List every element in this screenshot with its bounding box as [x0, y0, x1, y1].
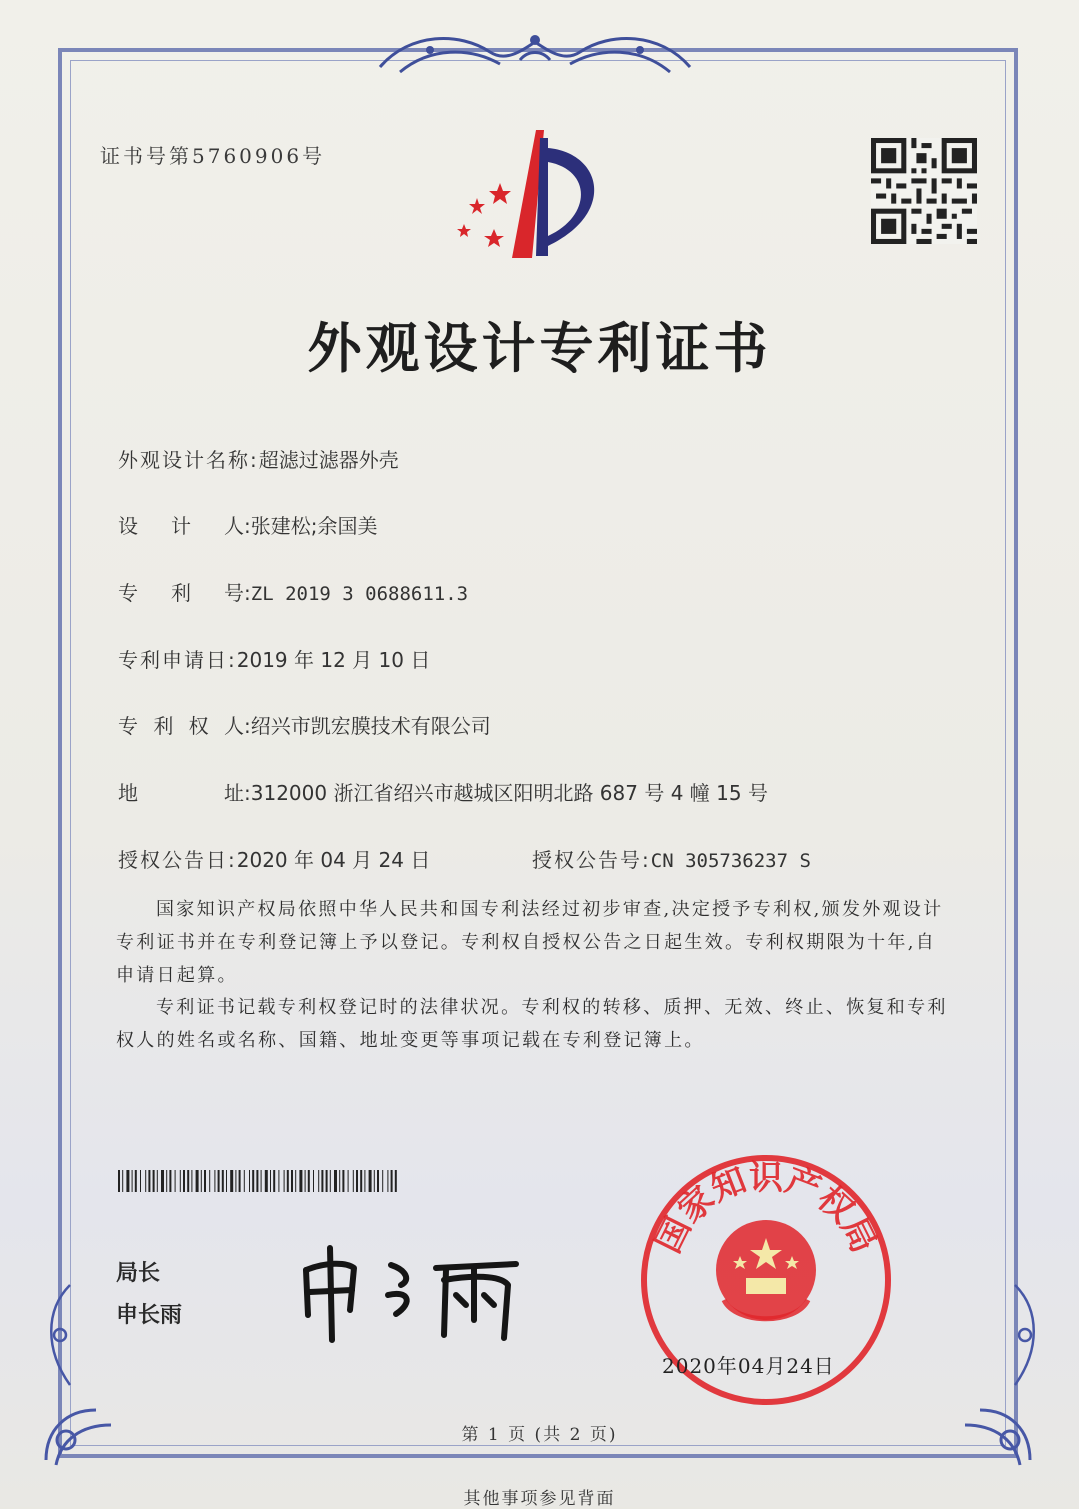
- field-patent-number: [118, 577, 468, 606]
- director-title: 局长: [116, 1261, 161, 1286]
- field-address: [118, 777, 768, 806]
- barcode-bar: [157, 1170, 158, 1192]
- field-value: 绍兴市凯宏膜技术有限公司: [250, 714, 491, 738]
- barcode-bar: [140, 1170, 141, 1192]
- barcode-bar: [265, 1170, 268, 1192]
- field-label: 授权公告日:: [118, 848, 237, 872]
- field-value: CN 305736237 S: [650, 850, 811, 872]
- barcode-bar: [256, 1170, 258, 1192]
- certificate-title: 外观设计专利证书: [307, 317, 772, 380]
- statement-paragraph-2: 专利证书记载专利权登记时的法律状况。专利权的转移、质押、无效、终止、恢复和专利权人的姓名或名称、国籍、地址变更等事项记载在专利登记簿上。: [116, 997, 948, 1051]
- barcode-bar: [273, 1170, 275, 1192]
- barcode-bar: [295, 1170, 296, 1192]
- qr-code: [870, 138, 978, 244]
- left-scroll-ornament: [40, 1280, 80, 1390]
- label-colon: :: [244, 714, 251, 738]
- field-label: [118, 510, 244, 539]
- barcode-bar: [175, 1170, 176, 1192]
- field-patentee: [118, 710, 491, 739]
- barcode-bar: [299, 1170, 302, 1192]
- barcode-bar: [339, 1170, 340, 1192]
- director-name: 申长雨: [116, 1303, 183, 1328]
- barcode: [118, 1170, 398, 1192]
- barcode-bar: [382, 1170, 383, 1192]
- field-grant-date: [118, 844, 430, 873]
- field-designer: [118, 510, 378, 539]
- barcode-bar: [334, 1170, 337, 1192]
- statement-paragraph-1: 国家知识产权局依照中华人民共和国专利法经过初步审查,决定授予专利权,颁发外观设计专利证书并在专利登记簿上予以登记。专利权自授权公告之日起生效。专利权期限为十年,自申请日起算。: [116, 899, 944, 986]
- barcode-bar: [239, 1170, 241, 1192]
- barcode-bar: [218, 1170, 220, 1192]
- barcode-bar: [222, 1170, 224, 1192]
- certificate-number: 证书号第5760906号: [100, 144, 326, 168]
- right-scroll-ornament: [1005, 1280, 1045, 1390]
- label-char: 号: [224, 581, 244, 605]
- barcode-bar: [287, 1170, 289, 1192]
- barcode-bar: [214, 1170, 215, 1192]
- field-label: [118, 777, 244, 806]
- barcode-bar: [235, 1170, 236, 1192]
- barcode-bar: [148, 1170, 150, 1192]
- field-label: 外观设计名称:: [118, 448, 259, 472]
- label-char: 利: [153, 714, 174, 738]
- field-value: 2019 年 12 月 10 日: [236, 648, 431, 672]
- barcode-bar: [166, 1170, 167, 1192]
- barcode-bar: [180, 1170, 181, 1192]
- barcode-bar: [308, 1170, 310, 1192]
- barcode-bar: [348, 1170, 349, 1192]
- label-char: 权: [188, 714, 209, 738]
- label-colon: :: [244, 781, 251, 805]
- cnipa-logo-icon: [452, 128, 622, 263]
- barcode-bar: [330, 1170, 331, 1192]
- barcode-bar: [356, 1170, 358, 1192]
- top-ornament: [370, 22, 700, 82]
- barcode-bar: [360, 1170, 362, 1192]
- label-char: 计: [171, 514, 191, 538]
- barcode-bar: [278, 1170, 279, 1192]
- field-value: 312000 浙江省绍兴市越城区阳明北路 687 号 4 幢 15 号: [250, 781, 768, 805]
- page-number: 第 1 页 (共 2 页): [461, 1425, 618, 1445]
- barcode-bar: [132, 1170, 133, 1192]
- barcode-bar: [204, 1170, 206, 1192]
- barcode-bar: [169, 1170, 171, 1192]
- director-signature: [296, 1240, 536, 1350]
- barcode-bar: [313, 1170, 314, 1192]
- barcode-bar: [161, 1170, 164, 1192]
- barcode-bar: [261, 1170, 262, 1192]
- label-colon: :: [244, 514, 251, 538]
- barcode-bar: [318, 1170, 319, 1192]
- field-grant-number: [532, 844, 811, 873]
- label-char: 专: [118, 581, 138, 605]
- barcode-bar: [201, 1170, 202, 1192]
- seal-text: 国家知识产权局: [648, 1157, 884, 1260]
- back-note: 其他事项参见背面: [463, 1489, 616, 1509]
- barcode-bar: [391, 1170, 393, 1192]
- barcode-bar: [122, 1170, 123, 1192]
- barcode-bar: [153, 1170, 155, 1192]
- barcode-bar: [187, 1170, 189, 1192]
- field-filing-date: [118, 644, 430, 673]
- barcode-bar: [226, 1170, 227, 1192]
- label-char: 设: [118, 514, 138, 538]
- barcode-bar: [353, 1170, 354, 1192]
- field-value: 2020 年 04 月 24 日: [236, 848, 431, 872]
- barcode-bar: [230, 1170, 233, 1192]
- barcode-bar: [135, 1170, 137, 1192]
- barcode-bar: [249, 1170, 250, 1192]
- label-char: 址: [224, 781, 244, 805]
- barcode-bar: [342, 1170, 344, 1192]
- label-char: 地: [118, 781, 138, 805]
- barcode-bar: [364, 1170, 365, 1192]
- barcode-bar: [244, 1170, 245, 1192]
- field-label: 授权公告号:: [532, 848, 651, 872]
- barcode-bar: [252, 1170, 254, 1192]
- barcode-bar: [284, 1170, 285, 1192]
- barcode-bar: [305, 1170, 306, 1192]
- barcode-bar: [387, 1170, 388, 1192]
- field-value: ZL 2019 3 0688611.3: [250, 583, 469, 605]
- barcode-bar: [270, 1170, 271, 1192]
- label-char: 人: [223, 714, 244, 738]
- field-value: 张建松;余国美: [250, 514, 378, 538]
- barcode-bar: [321, 1170, 323, 1192]
- barcode-bar: [183, 1170, 185, 1192]
- label-char: 专: [118, 714, 138, 738]
- field-label: [118, 577, 244, 606]
- barcode-bar: [377, 1170, 379, 1192]
- label-char: 人: [224, 514, 244, 538]
- barcode-bar: [291, 1170, 293, 1192]
- seal-date: 2020年04月24日: [662, 1354, 835, 1378]
- barcode-bar: [196, 1170, 199, 1192]
- barcode-bar: [126, 1170, 129, 1192]
- barcode-bar: [326, 1170, 328, 1192]
- field-label: [118, 710, 244, 739]
- barcode-bar: [191, 1170, 192, 1192]
- label-colon: :: [244, 581, 251, 605]
- label-char: 利: [171, 581, 191, 605]
- barcode-bar: [369, 1170, 372, 1192]
- field-label: 专利申请日:: [118, 648, 237, 672]
- field-value: 超滤过滤器外壳: [258, 448, 399, 472]
- barcode-bar: [374, 1170, 375, 1192]
- field-design-name: [118, 444, 399, 473]
- barcode-bar: [395, 1170, 397, 1192]
- barcode-bar: [145, 1170, 146, 1192]
- barcode-bar: [118, 1170, 120, 1192]
- barcode-bar: [209, 1170, 210, 1192]
